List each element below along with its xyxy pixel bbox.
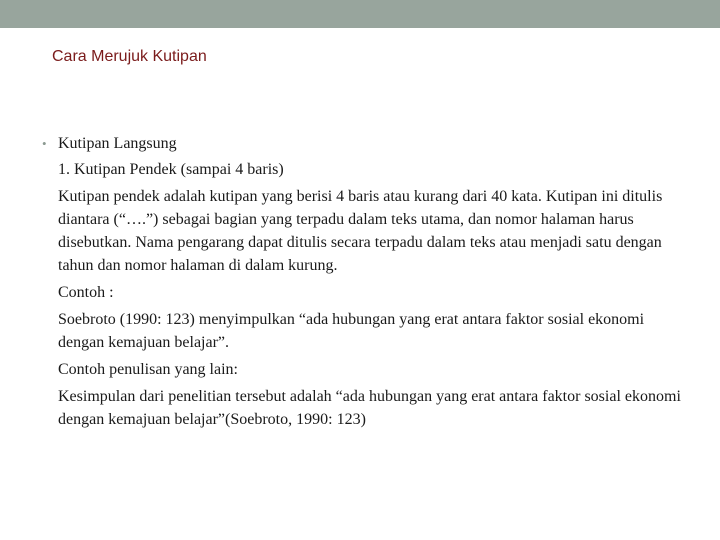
- slide-content: [42, 132, 692, 431]
- slide-title: Cara Merujuk Kutipan: [52, 48, 207, 65]
- subheading: 1. Kutipan Pendek (sampai 4 baris): [58, 161, 284, 178]
- top-accent-bar: [0, 0, 720, 28]
- paragraph-definition: Kutipan pendek adalah kutipan yang berisi 4 baris atau kurang dari 40 kata. Kutipan ini ditulis diantara (“….”) sebagai bagian yang terpadu dalam teks utama, dan nomor halaman harus disebutkan. Nama pengarang dapat ditulis secara terpadu dalam teks atau menjadi satu dengan tahun dan nomor halaman di dalam kurung.: [58, 188, 663, 274]
- paragraph-example: Soebroto (1990: 123) menyimpulkan “ada hubungan yang erat antara faktor sosial ekonomi dengan kemajuan belajar”.: [58, 311, 645, 351]
- bullet-text: Kutipan Langsung: [58, 135, 177, 152]
- bullet-body: [42, 158, 692, 431]
- bullet-item: [42, 132, 692, 155]
- bullet-dot-icon: •: [42, 136, 47, 151]
- paragraph-example-label: Contoh :: [58, 284, 114, 301]
- paragraph-other-example: Kesimpulan dari penelitian tersebut adalah “ada hubungan yang erat antara faktor sosial ekonomi dengan kemajuan belajar”(Soebroto, 1990: 123): [58, 388, 681, 428]
- paragraph-other-example-label: Contoh penulisan yang lain:: [58, 361, 238, 378]
